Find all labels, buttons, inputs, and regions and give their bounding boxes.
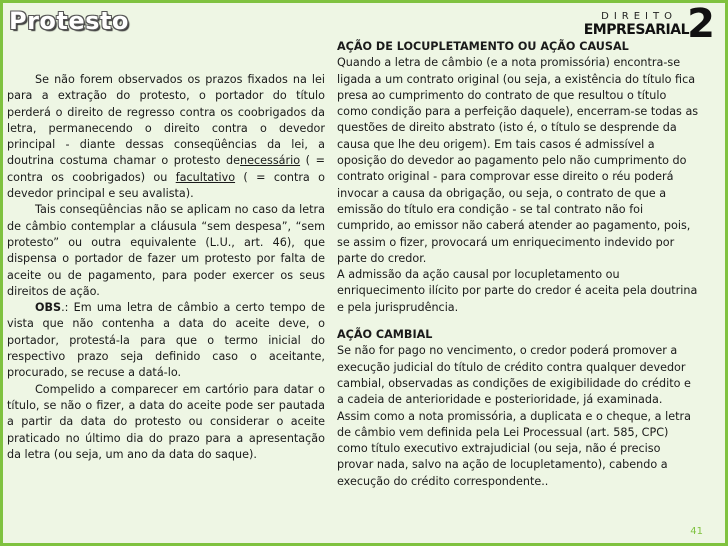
right-paragraph-2: A admissão da ação causal por locupletamento ou enriquecimento ilícito por parte do credor é aceita pela doutrina e pela jurisprudência. [337,268,698,314]
page-title: Protesto [9,7,129,35]
left-column [7,72,325,463]
right-paragraph-4: Assim como a nota promissória, a duplicata e o cheque, a letra de câmbio vem definida pela Lei Processual (art. 585, CPC) como título executivo extrajudicial (ou seja, não é preciso provar nada, salvo na ação de locupletamento), cabendo a execução do crédito correspondente.. [337,409,691,488]
underlined-necessario: necessário [240,154,301,168]
left-paragraph-4: Compelido a comparecer em cartório para datar o título, se não o fizer, a data do aceite pode ser pautada a partir da data do protesto ou considerar o aceite praticado no último dia do prazo para a apresentação da letra (ou seja, um ano da data do saque). [7,382,325,461]
heading-acao-cambial: AÇÃO CAMBIAL [337,328,433,342]
spacer [337,316,699,327]
left-paragraph-1: Se não forem observados os prazos fixados na lei para a extração do protesto, o portador do título perderá o direito de regresso contra os coobrigados da letra, permanecendo o direito contra o devedor principal - diante dessas conseqüências da lei, a doutrina costuma chamar o protesto denecessário ( = contra os coobrigados) ou facultativo ( = contra o devedor principal e seu avalista). [7,73,325,201]
underlined-facultativo: facultativo [175,170,236,184]
right-paragraph-1: Quando a letra de câmbio (e a nota promissória) encontra-se ligada a um contrato original (ou seja, a existência do título fica presa ao cumprimento do contrato de que resultou o título como condição para a perfeição daquele), encerram-se todas as questões de direito abstrato (isto é, o título se desprende da causa que lhe deu origem). Em tais casos é admissível a oposição do devedor ao pagamento pelo não cumprimento do contrato original - para comprovar esse direito o réu poderá invocar a causa da obrigação, ou seja, o contrato de que a emissão do título era condição - se tal contrato não foi cumprido, ao emissor não caberá atender ao pagamento, pois, se assim o fizer, provocará um enriquecimento indevido por parte do credor. [337,56,699,265]
direito-empresarial-logo [583,1,717,47]
logo-line-2: EMPRESARIAL [583,22,689,38]
right-paragraph-3: Se não for pago no vencimento, o credor poderá promover a execução judicial do título de crédito contra qualquer devedor cambial, observadas as condições de exigibilidade do crédito e a cadeia de anterioridade e posterioridade, já examinada. [337,344,691,407]
left-paragraph-obs: OBS.: Em uma letra de câmbio a certo tempo de vista que não contenha a data do aceite deve, o portador, protestá-la para que o termo inicial do respectivo prazo seja definido caso o aceitante, procurado, se recuse a datá-lo. [7,301,325,380]
logo-number: 2 [687,1,715,47]
heading-acao-locupletamento: AÇÃO DE LOCUPLETAMENTO OU AÇÃO CAUSAL [337,40,629,53]
obs-label: OBS [35,301,62,315]
logo-line-1: DIREITO [601,11,677,22]
page-number: 41 [690,526,703,537]
right-column [337,39,699,490]
left-paragraph-2: Tais conseqüências não se aplicam no caso da letra de câmbio contemplar a cláusula “sem despesa”, “sem protesto” ou outra equivalente (L.U., art. 46), que dispensa o portador de fazer um protesto por falta de aceite ou de pagamento, para poder exercer os seus direitos de ação. [7,203,325,298]
